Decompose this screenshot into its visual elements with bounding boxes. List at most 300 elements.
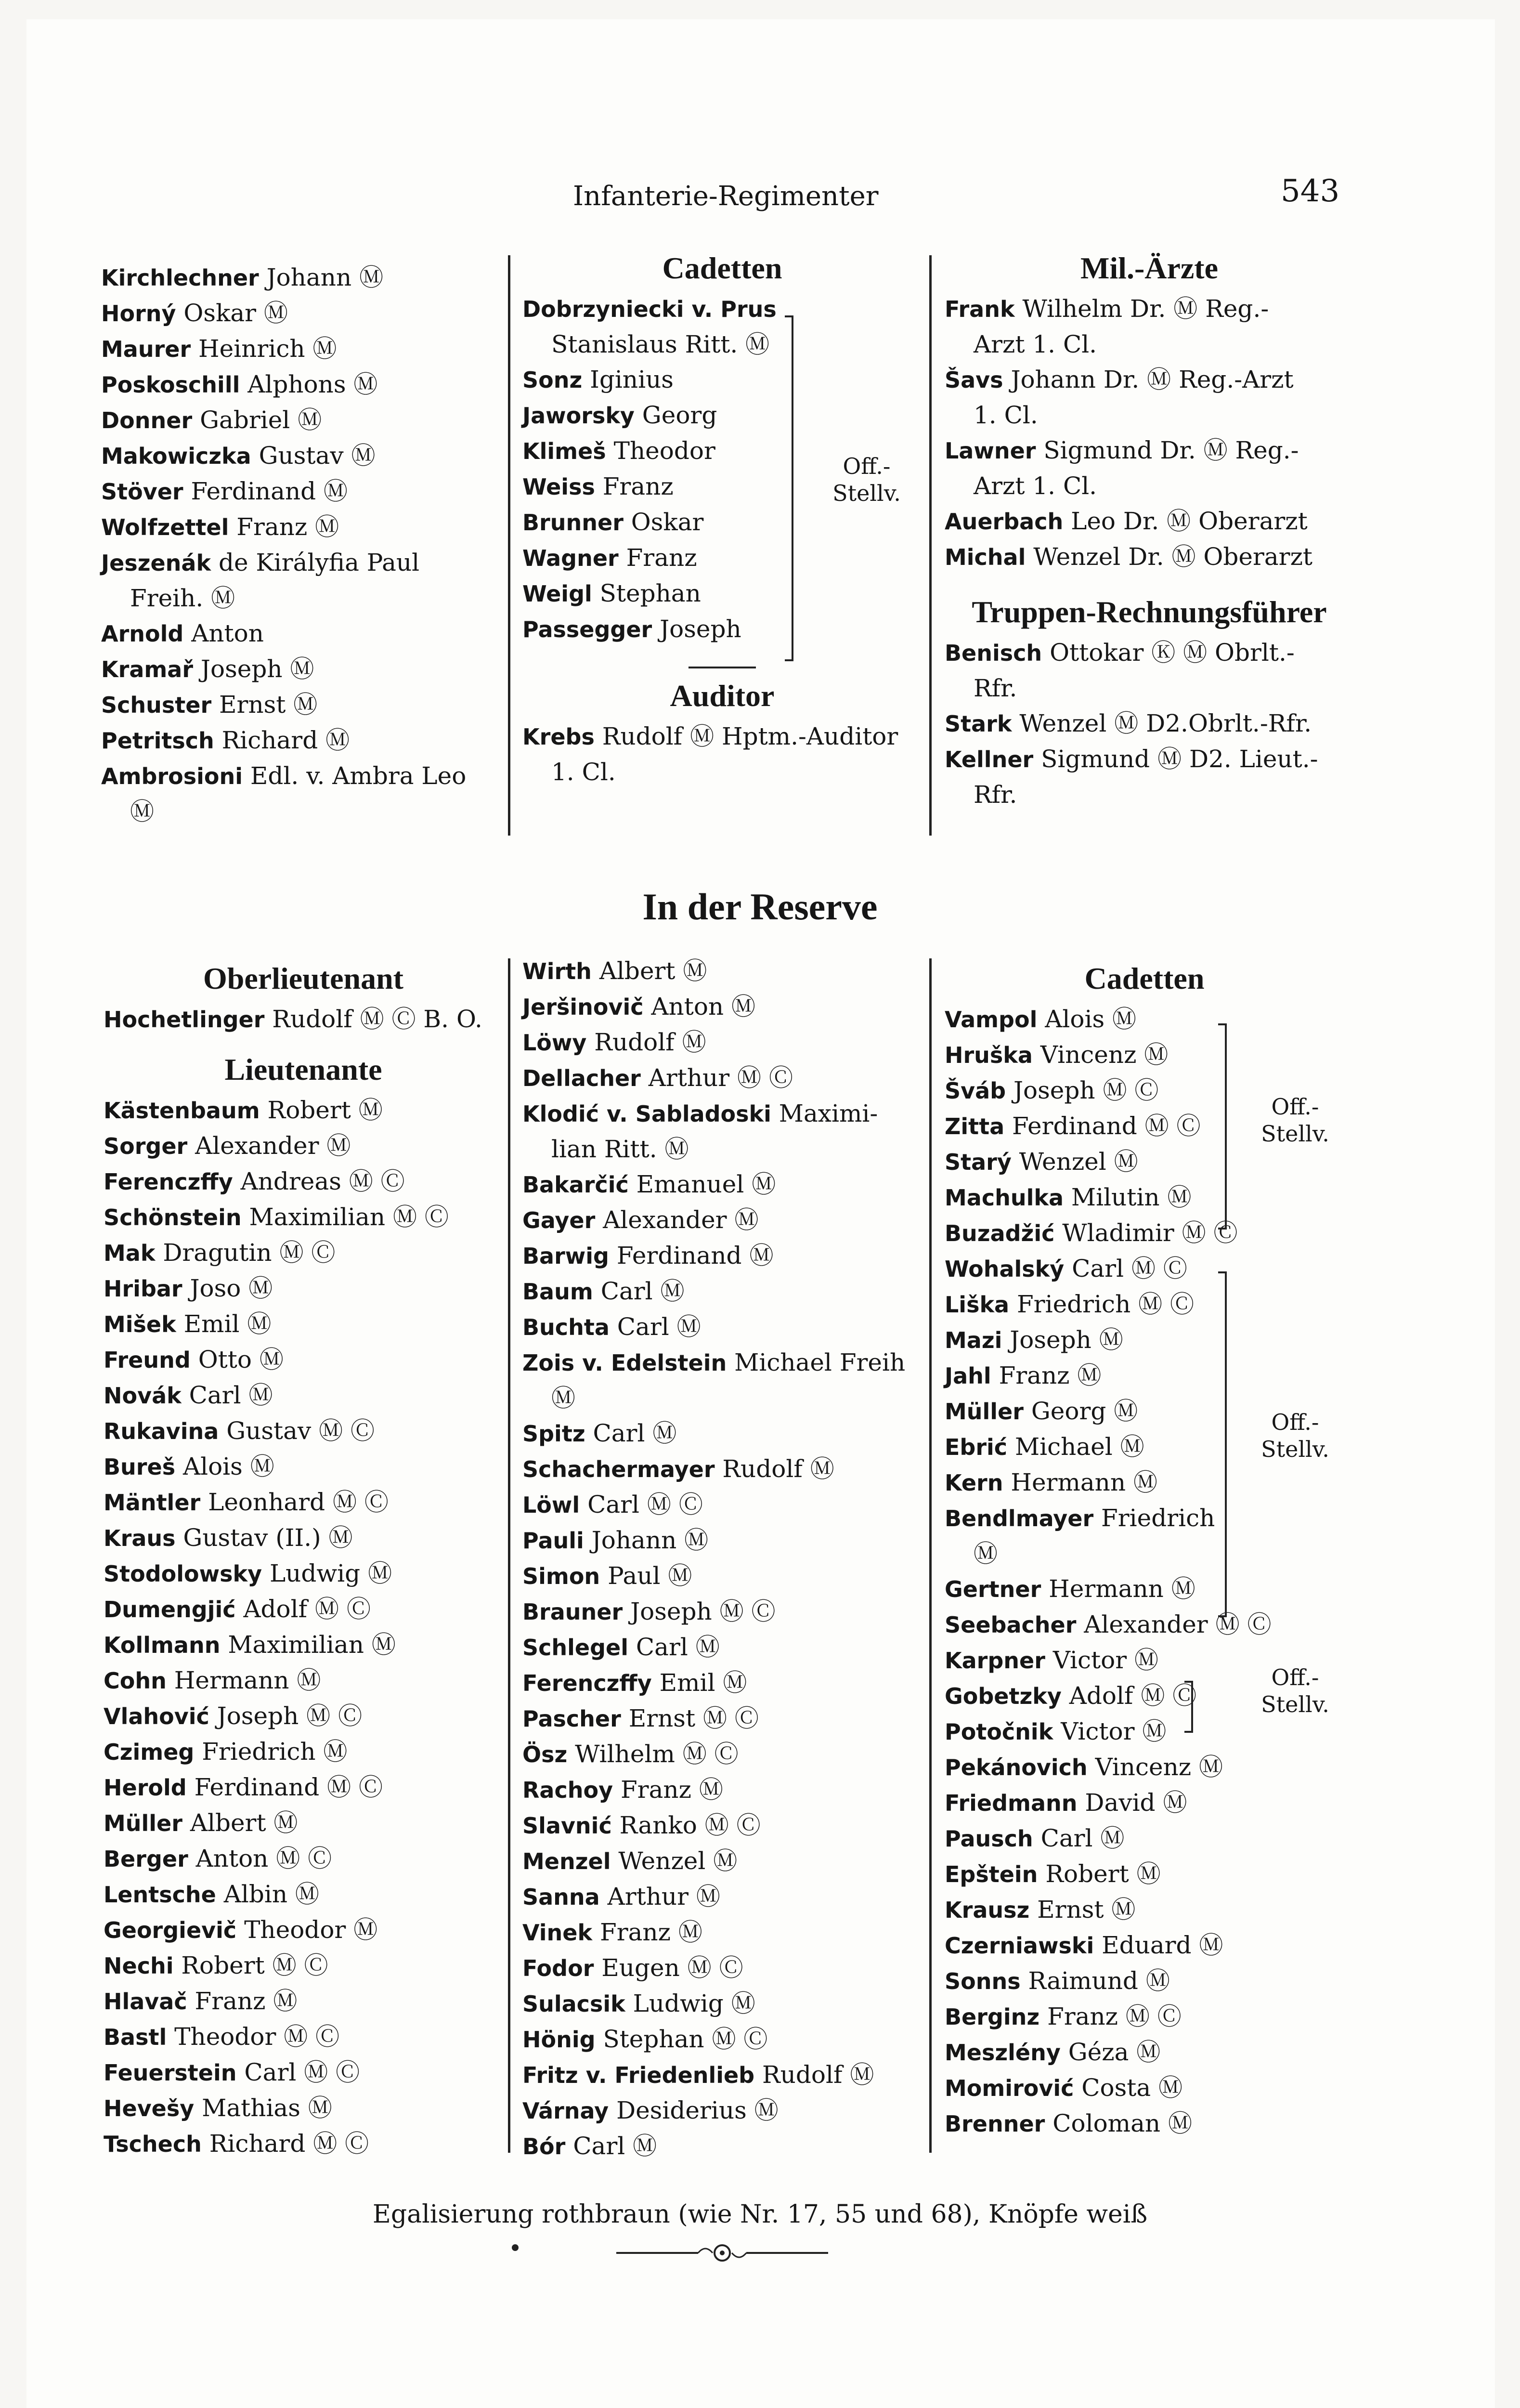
list-item — [522, 1132, 927, 1167]
entry-list — [104, 1002, 503, 1037]
list-item — [945, 1180, 1344, 1216]
surname: Schlegel — [522, 1635, 629, 1661]
list-item — [522, 1381, 927, 1416]
given-name-and-marks: Ferdinand Ⓜ Ⓒ — [1004, 1112, 1201, 1140]
list-item — [101, 474, 501, 510]
entry-list — [522, 954, 927, 2164]
given-name-and-marks: Rfr. — [974, 781, 1017, 809]
list-item — [945, 398, 1354, 433]
surname: Novák — [104, 1383, 182, 1409]
given-name-and-marks: Albert Ⓜ — [591, 957, 707, 985]
list-item — [522, 327, 922, 362]
given-name-and-marks: Robert Ⓜ — [260, 1096, 383, 1124]
surname: Benisch — [945, 640, 1042, 666]
given-name-and-marks: Adolf Ⓜ Ⓒ — [1061, 1682, 1197, 1710]
surname: Stark — [945, 711, 1012, 737]
list-item — [945, 1465, 1344, 1501]
list-item — [104, 1592, 503, 1627]
given-name-and-marks: Friedrich Ⓜ — [194, 1738, 348, 1766]
surname: Brenner — [945, 2111, 1045, 2137]
list-item — [104, 1485, 503, 1520]
given-name-and-marks: Alois Ⓜ — [1037, 1005, 1136, 1033]
list-item — [104, 1200, 503, 1235]
list-item — [104, 1164, 503, 1200]
given-name-and-marks: Eugen Ⓜ Ⓒ — [594, 1954, 743, 1982]
surname: Slavnić — [522, 1813, 612, 1839]
entry-list — [945, 1002, 1344, 2142]
given-name-and-marks: Alexander Ⓜ Ⓒ — [1076, 1610, 1272, 1638]
surname: Pascher — [522, 1706, 621, 1732]
given-name-and-marks: Wladimir Ⓜ Ⓒ — [1054, 1219, 1238, 1247]
given-name-and-marks: Richard Ⓜ Ⓒ — [201, 2130, 369, 2158]
given-name-and-marks: Hermann Ⓜ — [1041, 1575, 1195, 1603]
surname: Wagner — [522, 545, 619, 571]
given-name-and-marks: Victor Ⓜ — [1045, 1646, 1159, 1674]
given-name-and-marks: Albert Ⓜ — [182, 1809, 298, 1837]
entry-list — [945, 635, 1354, 812]
given-name-and-marks: Joseph Ⓜ Ⓒ — [1006, 1076, 1159, 1104]
list-item — [945, 1287, 1344, 1322]
surname: Brauner — [522, 1599, 623, 1625]
list-item — [522, 505, 922, 540]
list-item — [522, 755, 922, 790]
surname: Dumengjić — [104, 1597, 236, 1623]
list-item — [945, 1821, 1344, 1857]
given-name-and-marks: Rudolf Ⓜ Hptm.-Auditor — [594, 722, 898, 750]
surname: Wirth — [522, 958, 592, 984]
list-item — [101, 581, 501, 616]
list-item — [104, 1556, 503, 1592]
surname: Gobetzky — [945, 1683, 1062, 1709]
given-name-and-marks: Ernst Ⓜ Ⓒ — [621, 1704, 759, 1732]
list-item — [101, 403, 501, 438]
list-item — [945, 2035, 1344, 2070]
list-item — [945, 433, 1354, 469]
surname: Zitta — [945, 1113, 1005, 1139]
given-name-and-marks: Joso Ⓜ — [182, 1274, 273, 1302]
given-name-and-marks: Vincenz Ⓜ — [1032, 1041, 1169, 1069]
surname: Bastl — [104, 2024, 167, 2050]
list-item — [104, 1912, 503, 1948]
surname: Weigl — [522, 581, 592, 607]
surname: Michal — [945, 544, 1026, 570]
surname: Simon — [522, 1563, 600, 1589]
surname: Bór — [522, 2133, 566, 2159]
lieutenante-heading: Lieutenante — [224, 1052, 382, 1086]
surname: Pauli — [522, 1528, 584, 1554]
top-right-column — [945, 246, 1354, 812]
given-name-and-marks: Theodor — [606, 437, 715, 465]
list-item — [104, 1770, 503, 1806]
given-name-and-marks: Otto Ⓜ — [190, 1346, 284, 1374]
list-item — [522, 1345, 927, 1381]
list-item — [945, 1216, 1344, 1251]
surname: Freund — [104, 1347, 191, 1373]
list-item — [945, 1999, 1344, 2035]
given-name-and-marks: Gustav Ⓜ Ⓒ — [219, 1417, 375, 1445]
surname: Hribar — [104, 1276, 182, 1302]
list-item — [945, 706, 1354, 742]
list-item — [945, 291, 1354, 327]
given-name-and-marks: Victor Ⓜ — [1053, 1717, 1167, 1745]
surname: Potočnik — [945, 1719, 1053, 1745]
surname: Jahl — [945, 1363, 991, 1389]
given-name-and-marks: Arthur Ⓜ — [599, 1883, 720, 1911]
surname: Starý — [945, 1149, 1012, 1175]
surname: Horný — [101, 301, 176, 327]
list-item — [522, 1025, 927, 1060]
surname: Vinek — [522, 1920, 593, 1946]
surname: Sonz — [522, 367, 583, 393]
running-header: Infanterie-Regimenter — [573, 181, 879, 212]
given-name-and-marks: Friedrich — [1093, 1504, 1215, 1532]
given-name-and-marks: Stephan Ⓜ Ⓒ — [595, 2025, 768, 2053]
list-item — [522, 2022, 927, 2057]
surname: Dobrzyniecki v. Prus — [522, 296, 777, 322]
list-item — [101, 616, 501, 652]
list-item — [522, 1238, 927, 1274]
given-name-and-marks: Rudolf Ⓜ — [754, 2061, 874, 2089]
given-name-and-marks: Coloman Ⓜ — [1045, 2109, 1192, 2137]
surname: Kramař — [101, 656, 194, 682]
surname: Friedmann — [945, 1790, 1078, 1816]
surname: Fritz v. Friedenlieb — [522, 2062, 755, 2088]
list-item — [522, 2129, 927, 2164]
surname: Löwl — [522, 1492, 580, 1518]
list-item — [945, 504, 1354, 539]
list-item — [945, 1037, 1344, 1073]
surname: Schachermayer — [522, 1456, 715, 1482]
surname: Poskoschill — [101, 372, 240, 398]
list-item — [522, 540, 922, 576]
list-item — [522, 1096, 927, 1132]
surname: Šváb — [945, 1078, 1006, 1104]
list-item — [104, 1378, 503, 1413]
given-name-and-marks: Ernst Ⓜ — [211, 691, 318, 719]
given-name-and-marks: Arthur Ⓜ Ⓒ — [640, 1064, 793, 1092]
page-number: 543 — [1281, 173, 1340, 209]
surname: Maurer — [101, 336, 191, 362]
surname: Berger — [104, 1846, 188, 1872]
entry-list — [101, 260, 501, 829]
given-name-and-marks: Johann Dr. Ⓜ Reg.-Arzt — [1003, 366, 1294, 393]
given-name-and-marks: Joseph Ⓜ — [1002, 1326, 1123, 1354]
cadetten-heading: Cadetten — [662, 251, 782, 285]
given-name-and-marks: Heinrich Ⓜ — [191, 335, 337, 363]
given-name-and-marks: lian Ritt. Ⓜ — [551, 1135, 689, 1163]
list-item — [522, 1060, 927, 1096]
list-item — [104, 1449, 503, 1485]
list-item — [101, 331, 501, 367]
given-name-and-marks: Joseph Ⓜ — [193, 655, 314, 683]
given-name-and-marks: Wenzel Dr. Ⓜ Oberarzt — [1026, 543, 1313, 571]
given-name-and-marks: Johann Ⓜ — [259, 263, 384, 291]
ornament-dot — [512, 2244, 519, 2251]
given-name-and-marks: Iginius — [582, 366, 674, 393]
list-item — [522, 1452, 927, 1487]
surname: Ambrosioni — [101, 763, 243, 789]
surname: Georgievič — [104, 1917, 237, 1943]
surname: Mazi — [945, 1327, 1002, 1353]
list-item — [522, 1950, 927, 1986]
surname: Barwig — [522, 1243, 609, 1269]
surname: Frank — [945, 296, 1015, 322]
list-item — [522, 612, 922, 647]
surname: Auerbach — [945, 509, 1064, 535]
list-item — [101, 687, 501, 723]
list-item — [522, 1701, 927, 1737]
list-item — [522, 2093, 927, 2129]
list-item — [522, 1594, 927, 1630]
given-name-and-marks: Leo Dr. Ⓜ Oberarzt — [1063, 507, 1308, 535]
given-name-and-marks: Emil Ⓜ — [176, 1310, 272, 1338]
list-item — [945, 1536, 1344, 1571]
list-item — [101, 759, 501, 794]
list-item — [101, 545, 501, 581]
list-item — [522, 1772, 927, 1808]
list-item — [104, 1271, 503, 1307]
given-name-and-marks: Alexander Ⓜ — [187, 1132, 351, 1160]
given-name-and-marks: Friedrich Ⓜ Ⓒ — [1009, 1290, 1195, 1318]
group-note: Off.- Stellv. — [1261, 1664, 1329, 1717]
given-name-and-marks: Stanislaus Ritt. Ⓜ — [551, 330, 770, 358]
list-item — [104, 1806, 503, 1841]
surname: Mak — [104, 1240, 156, 1266]
list-item — [104, 2019, 503, 2055]
auditor-heading: Auditor — [670, 679, 775, 713]
given-name-and-marks: Rudolf Ⓜ — [586, 1028, 706, 1056]
list-item — [522, 719, 922, 755]
surname: Kästenbaum — [104, 1098, 260, 1124]
given-name-and-marks: Wenzel Ⓜ — [611, 1847, 738, 1875]
group-note: Off.- Stellv. — [1261, 1094, 1329, 1147]
given-name-and-marks: Carl Ⓜ Ⓒ — [236, 2058, 360, 2086]
list-item — [945, 1571, 1344, 1607]
list-item — [945, 1358, 1344, 1394]
given-name-and-marks: Emil Ⓜ — [651, 1669, 747, 1697]
given-name-and-marks: Costa Ⓜ — [1074, 2074, 1183, 2102]
list-item — [945, 1322, 1344, 1358]
given-name-and-marks: Sigmund Dr. Ⓜ Reg.- — [1036, 436, 1299, 464]
surname: Kraus — [104, 1525, 176, 1551]
bottom-middle-column — [522, 954, 927, 2164]
list-item — [104, 1002, 503, 1037]
given-name-and-marks: Géza Ⓜ — [1060, 2038, 1161, 2066]
surname: Sonns — [945, 1968, 1021, 1994]
surname: Buchta — [522, 1314, 610, 1340]
mil-aerzte-heading: Mil.-Ärzte — [1080, 251, 1219, 285]
surname: Rukavina — [104, 1418, 219, 1444]
surname: Petritsch — [101, 728, 214, 754]
given-name-and-marks: Oskar Ⓜ — [176, 299, 288, 327]
given-name-and-marks: Robert Ⓜ Ⓒ — [173, 1951, 328, 1979]
surname: Dellacher — [522, 1065, 641, 1091]
list-item — [522, 1844, 927, 1879]
given-name-and-marks: Hermann Ⓜ — [166, 1666, 321, 1694]
given-name-and-marks: Paul Ⓜ — [600, 1562, 692, 1590]
list-item — [945, 1750, 1344, 1785]
list-item — [945, 1928, 1344, 1963]
list-item — [104, 1627, 503, 1663]
surname: Baum — [522, 1279, 593, 1305]
surname: Passegger — [522, 616, 652, 642]
list-item — [522, 1808, 927, 1844]
group-note: Off.- Stellv. — [1261, 1409, 1329, 1462]
given-name-and-marks: Carl Ⓜ — [1033, 1824, 1125, 1852]
surname: Stöver — [101, 479, 183, 505]
surname: Spitz — [522, 1421, 585, 1447]
list-item — [522, 1986, 927, 2022]
list-item — [945, 362, 1354, 398]
surname: Lawner — [945, 438, 1036, 464]
given-name-and-marks: Alexander Ⓜ — [595, 1206, 759, 1234]
list-item — [522, 576, 922, 612]
list-item — [104, 1342, 503, 1378]
surname: Ösz — [522, 1741, 568, 1767]
given-name-and-marks: Rfr. — [974, 674, 1017, 702]
list-item — [104, 2126, 503, 2162]
surname: Jeršinovič — [522, 994, 644, 1020]
surname: Ferenczffy — [104, 1169, 233, 1195]
given-name-and-marks: Franz Ⓜ — [187, 1987, 298, 2015]
surname: Ferenczffy — [522, 1670, 652, 1696]
given-name-and-marks: Ferdinand Ⓜ — [609, 1242, 774, 1269]
surname: Menzel — [522, 1848, 611, 1874]
list-item — [945, 2106, 1344, 2142]
given-name-and-marks: Michael Ⓜ — [1007, 1433, 1144, 1461]
list-item — [522, 1630, 927, 1665]
surname: Machulka — [945, 1185, 1064, 1211]
list-item — [945, 1002, 1344, 1037]
list-item — [522, 2057, 927, 2093]
surname: Schuster — [101, 692, 212, 718]
surname: Herold — [104, 1775, 187, 1801]
given-name-and-marks: Carl Ⓜ — [565, 2132, 657, 2160]
surname: Rachoy — [522, 1777, 613, 1803]
list-item — [945, 1892, 1344, 1928]
given-name-and-marks: Eduard Ⓜ — [1094, 1931, 1223, 1959]
entry-list — [522, 719, 922, 790]
given-name-and-marks: Oskar — [623, 508, 704, 536]
list-item — [104, 1699, 503, 1734]
surname: Krebs — [522, 724, 595, 750]
surname: Lentsche — [104, 1882, 216, 1908]
surname: Bendlmayer — [945, 1505, 1094, 1531]
surname: Müller — [945, 1399, 1024, 1425]
given-name-and-marks: Ludwig Ⓜ — [262, 1559, 392, 1587]
given-name-and-marks: Franz Ⓜ — [229, 513, 339, 541]
surname: Donner — [101, 407, 193, 433]
list-item — [104, 1128, 503, 1164]
given-name-and-marks: Ⓜ — [551, 1384, 575, 1412]
given-name-and-marks: Emanuel Ⓜ — [628, 1170, 776, 1198]
surname: Hevešy — [104, 2095, 195, 2121]
given-name-and-marks: Ottokar Ⓚ Ⓜ Obrlt.- — [1042, 639, 1295, 667]
surname: Hruška — [945, 1042, 1033, 1068]
given-name-and-marks: Michael Freih — [727, 1348, 906, 1376]
surname: Hochetlinger — [104, 1007, 265, 1033]
list-item — [104, 1307, 503, 1342]
group-note: Off.- Stellv. — [832, 453, 901, 506]
surname: Arnold — [101, 621, 184, 647]
surname: Schönstein — [104, 1204, 242, 1230]
surname: Weiss — [522, 474, 595, 500]
given-name-and-marks: Raimund Ⓜ — [1020, 1967, 1170, 1995]
given-name-and-marks: Rudolf Ⓜ Ⓒ B. O. — [264, 1005, 482, 1033]
given-name-and-marks: Sigmund Ⓜ D2. Lieut.- — [1033, 745, 1318, 773]
ornament-icon — [616, 2238, 828, 2267]
surname: Nechi — [104, 1953, 174, 1979]
given-name-and-marks: Franz Ⓜ — [991, 1361, 1102, 1389]
given-name-and-marks: Ferdinand Ⓜ Ⓒ — [186, 1773, 383, 1801]
given-name-and-marks: Arzt 1. Cl. — [974, 472, 1097, 500]
surname: Liška — [945, 1292, 1010, 1318]
surname: Zois v. Edelstein — [522, 1350, 727, 1376]
given-name-and-marks: Carl Ⓜ — [585, 1419, 677, 1447]
list-item — [104, 1413, 503, 1449]
surname: Feuerstein — [104, 2060, 237, 2086]
given-name-and-marks: David Ⓜ — [1077, 1789, 1187, 1817]
surname: Brunner — [522, 510, 624, 536]
given-name-and-marks: Wenzel Ⓜ D2.Obrlt.-Rfr. — [1012, 709, 1312, 737]
surname: Klimeš — [522, 438, 606, 464]
surname: Müller — [104, 1810, 182, 1836]
surname: Vlahović — [104, 1703, 209, 1729]
column-rule — [508, 958, 510, 2153]
divider — [689, 667, 756, 668]
surname: Gertner — [945, 1576, 1041, 1602]
surname: Vampol — [945, 1007, 1038, 1033]
list-item — [104, 1734, 503, 1770]
list-item — [945, 1714, 1344, 1750]
given-name-and-marks: Georg — [634, 401, 717, 429]
list-item — [945, 635, 1354, 671]
list-item — [101, 723, 501, 759]
given-name-and-marks: Mathias Ⓜ — [194, 2094, 332, 2122]
surname: Bureš — [104, 1454, 176, 1480]
given-name-and-marks: Franz Ⓜ Ⓒ — [1039, 2002, 1182, 2030]
list-item — [522, 1523, 927, 1558]
given-name-and-marks: Theodor Ⓜ Ⓒ — [167, 2023, 340, 2051]
surname: Bakarčić — [522, 1172, 629, 1198]
given-name-and-marks: Gustav Ⓜ — [251, 442, 376, 470]
surname: Sulacsik — [522, 1991, 625, 2017]
surname: Makowiczka — [101, 443, 251, 469]
given-name-and-marks: Ranko Ⓜ Ⓒ — [611, 1811, 761, 1839]
given-name-and-marks: Anton — [183, 619, 264, 647]
list-item — [522, 398, 922, 433]
surname: Tschech — [104, 2131, 202, 2157]
given-name-and-marks: Wilhelm Ⓜ Ⓒ — [567, 1740, 739, 1768]
list-item — [945, 1501, 1344, 1536]
given-name-and-marks: Johann Ⓜ — [584, 1526, 709, 1554]
given-name-and-marks: Carl Ⓜ — [609, 1313, 701, 1341]
surname: Mišek — [104, 1311, 176, 1337]
given-name-and-marks: de Királyfia Paul — [211, 549, 420, 576]
given-name-and-marks: Alois Ⓜ — [175, 1453, 274, 1480]
group-bracket — [1218, 1023, 1227, 1230]
list-item — [104, 1663, 503, 1699]
column-rule — [508, 255, 510, 836]
given-name-and-marks: Georg Ⓜ — [1023, 1397, 1138, 1425]
list-item — [522, 1879, 927, 1915]
list-item — [101, 367, 501, 403]
surname: Ebrić — [945, 1434, 1008, 1460]
surname: Karpner — [945, 1648, 1045, 1674]
list-item — [945, 742, 1354, 777]
group-bracket — [1184, 1681, 1193, 1733]
group-bracket — [785, 315, 793, 661]
